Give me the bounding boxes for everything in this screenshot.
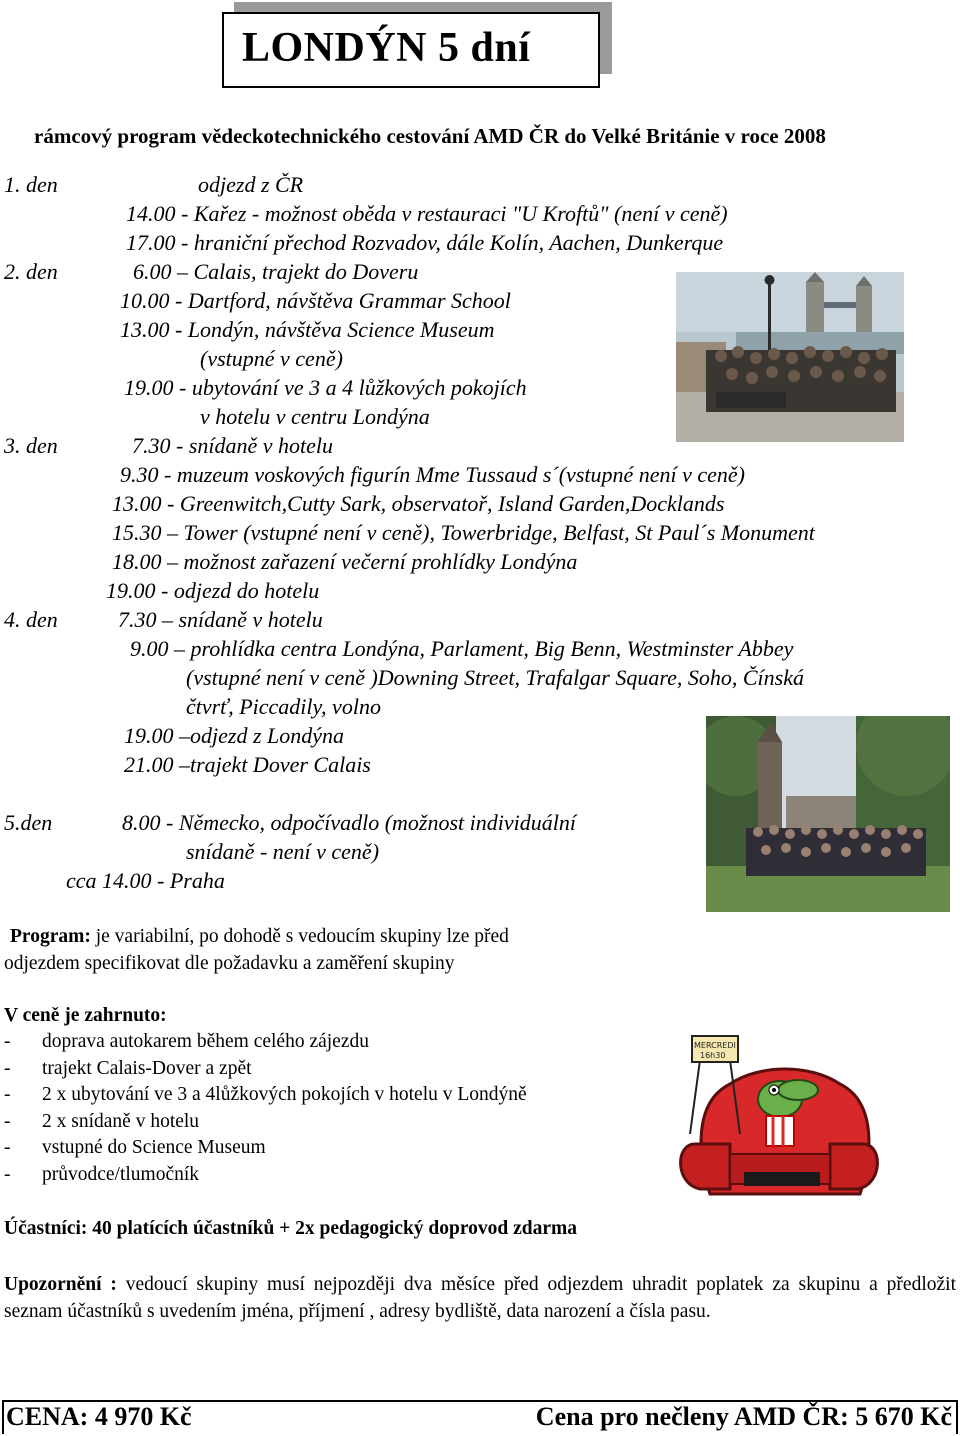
- included-item: [4, 1162, 199, 1187]
- included-item-label: doprava autokarem během celého zájezdu: [42, 1031, 369, 1052]
- warning-label: Upozornění :: [4, 1274, 117, 1295]
- included-item-label: průvodce/tlumočník: [42, 1163, 200, 1185]
- included-item: [4, 1135, 266, 1160]
- svg-text:MERCREDI: MERCREDI: [694, 1041, 736, 1050]
- program-note-text: je variabilní, po dohodě s vedoucím skupiny lze před: [90, 926, 509, 947]
- program-line: 7.30 – snídaně v hotelu: [118, 607, 323, 632]
- program-line: 18.00 – možnost zařazení večerní prohlídky Londýna: [112, 549, 578, 574]
- program-line: 13.00 - Londýn, návštěva Science Museum: [120, 317, 495, 342]
- included-item-label: trajekt Calais-Dover a zpět: [42, 1057, 252, 1079]
- title-box: [222, 12, 600, 88]
- bullet-dash: -: [4, 1163, 11, 1185]
- price-non-members: Cena pro nečleny AMD ČR: 5 670 Kč: [535, 1402, 952, 1431]
- cartoon-image: [670, 1024, 888, 1204]
- day-label-3: 3. den: [4, 433, 58, 458]
- included-item-label: vstupné do Science Museum: [42, 1137, 266, 1158]
- day-label-4: 4. den: [4, 607, 58, 632]
- program-line: 21.00 –trajekt Dover Calais: [124, 752, 371, 777]
- program-line: 15.30 – Tower (vstupné není v ceně), Towerbridge, Belfast, St Paul´s Monument: [112, 520, 815, 545]
- subtitle: rámcový program vědeckotechnického cestování AMD ČR do Velké Británie v roce 2008: [34, 124, 826, 148]
- included-item-label: 2 x ubytování ve 3 a 4lůžkových pokojích v hotelu v Londýně: [42, 1084, 527, 1105]
- included-heading: V ceně je zahrnuto:: [4, 1005, 167, 1026]
- day-label-2: 2. den: [4, 259, 58, 284]
- page-title: LONDÝN 5 dní: [242, 25, 531, 71]
- included-item: [4, 1056, 252, 1081]
- program-line: 6.00 – Calais, trajekt do Doveru: [133, 259, 419, 284]
- program-line: (vstupné v ceně): [200, 346, 343, 371]
- warning-text: vedoucí skupiny musí nejpozději dva měsíce před odjezdem uhradit poplatek za skupinu a předložit seznam účastníků s uvedením jména, příjmení , adresy bydliště, data narození a čísla pasu.: [4, 1274, 956, 1322]
- program-line: 17.00 - hraniční přechod Rozvadov, dále Kolín, Aachen, Dunkerque: [126, 230, 724, 255]
- day-label-1: 1. den: [4, 172, 58, 197]
- bullet-dash: -: [4, 1031, 11, 1052]
- included-item: [4, 1109, 199, 1134]
- program-line: 9.00 – prohlídka centra Londýna, Parlament, Big Benn, Westminster Abbey: [130, 636, 794, 661]
- program-line: 19.00 - ubytování ve 3 a 4 lůžkových pokojích: [124, 375, 527, 400]
- included-item: [4, 1082, 527, 1107]
- program-line: 14.00 - Kařez - možnost oběda v restauraci "U Kroftů" (není v ceně): [126, 201, 728, 226]
- program-note-label: Program:: [10, 926, 91, 947]
- included-item: [4, 1029, 369, 1054]
- program-line: odjezd z ČR: [198, 172, 304, 197]
- program-line: (vstupné není v ceně )Downing Street, Trafalgar Square, Soho, Čínská: [186, 665, 804, 690]
- program-line: 19.00 –odjezd z Londýna: [124, 723, 344, 748]
- program-note-line1: [10, 924, 509, 949]
- program-line: 13.00 - Greenwitch,Cutty Sark, observatoř, Island Garden,Docklands: [112, 491, 725, 516]
- price-members: CENA: 4 970 Kč: [6, 1402, 192, 1431]
- day-label-5: 5.den: [4, 810, 53, 835]
- bullet-dash: -: [4, 1137, 11, 1158]
- included-item-label: 2 x snídaně v hotelu: [42, 1110, 200, 1132]
- participants: Účastníci: 40 platících účastníků + 2x pedagogický doprovod zdarma: [4, 1218, 578, 1239]
- program-line: čtvrť, Piccadily, volno: [186, 694, 381, 719]
- program-line: snídaně - není v ceně): [186, 839, 380, 864]
- bullet-dash: -: [4, 1110, 11, 1132]
- svg-text:16h30: 16h30: [700, 1051, 726, 1060]
- program-line: 10.00 - Dartford, návštěva Grammar School: [120, 288, 511, 313]
- program-line: cca 14.00 - Praha: [66, 868, 225, 893]
- bullet-dash: -: [4, 1084, 11, 1105]
- warning-paragraph: [4, 1271, 956, 1325]
- program-line: 8.00 - Německo, odpočívadlo (možnost individuální: [122, 810, 576, 835]
- westminster-photo: [706, 716, 950, 912]
- program-note-line2: odjezdem specifikovat dle požadavku a zaměření skupiny: [4, 953, 455, 974]
- tower-bridge-photo: [676, 272, 904, 442]
- bullet-dash: -: [4, 1057, 11, 1079]
- program-line: 9.30 - muzeum voskových figurín Mme Tussaud s´(vstupné není v ceně): [120, 462, 746, 487]
- program-line: 7.30 - snídaně v hotelu: [132, 433, 334, 458]
- program-line: v hotelu v centru Londýna: [200, 404, 430, 429]
- program-line: 19.00 - odjezd do hotelu: [106, 578, 320, 603]
